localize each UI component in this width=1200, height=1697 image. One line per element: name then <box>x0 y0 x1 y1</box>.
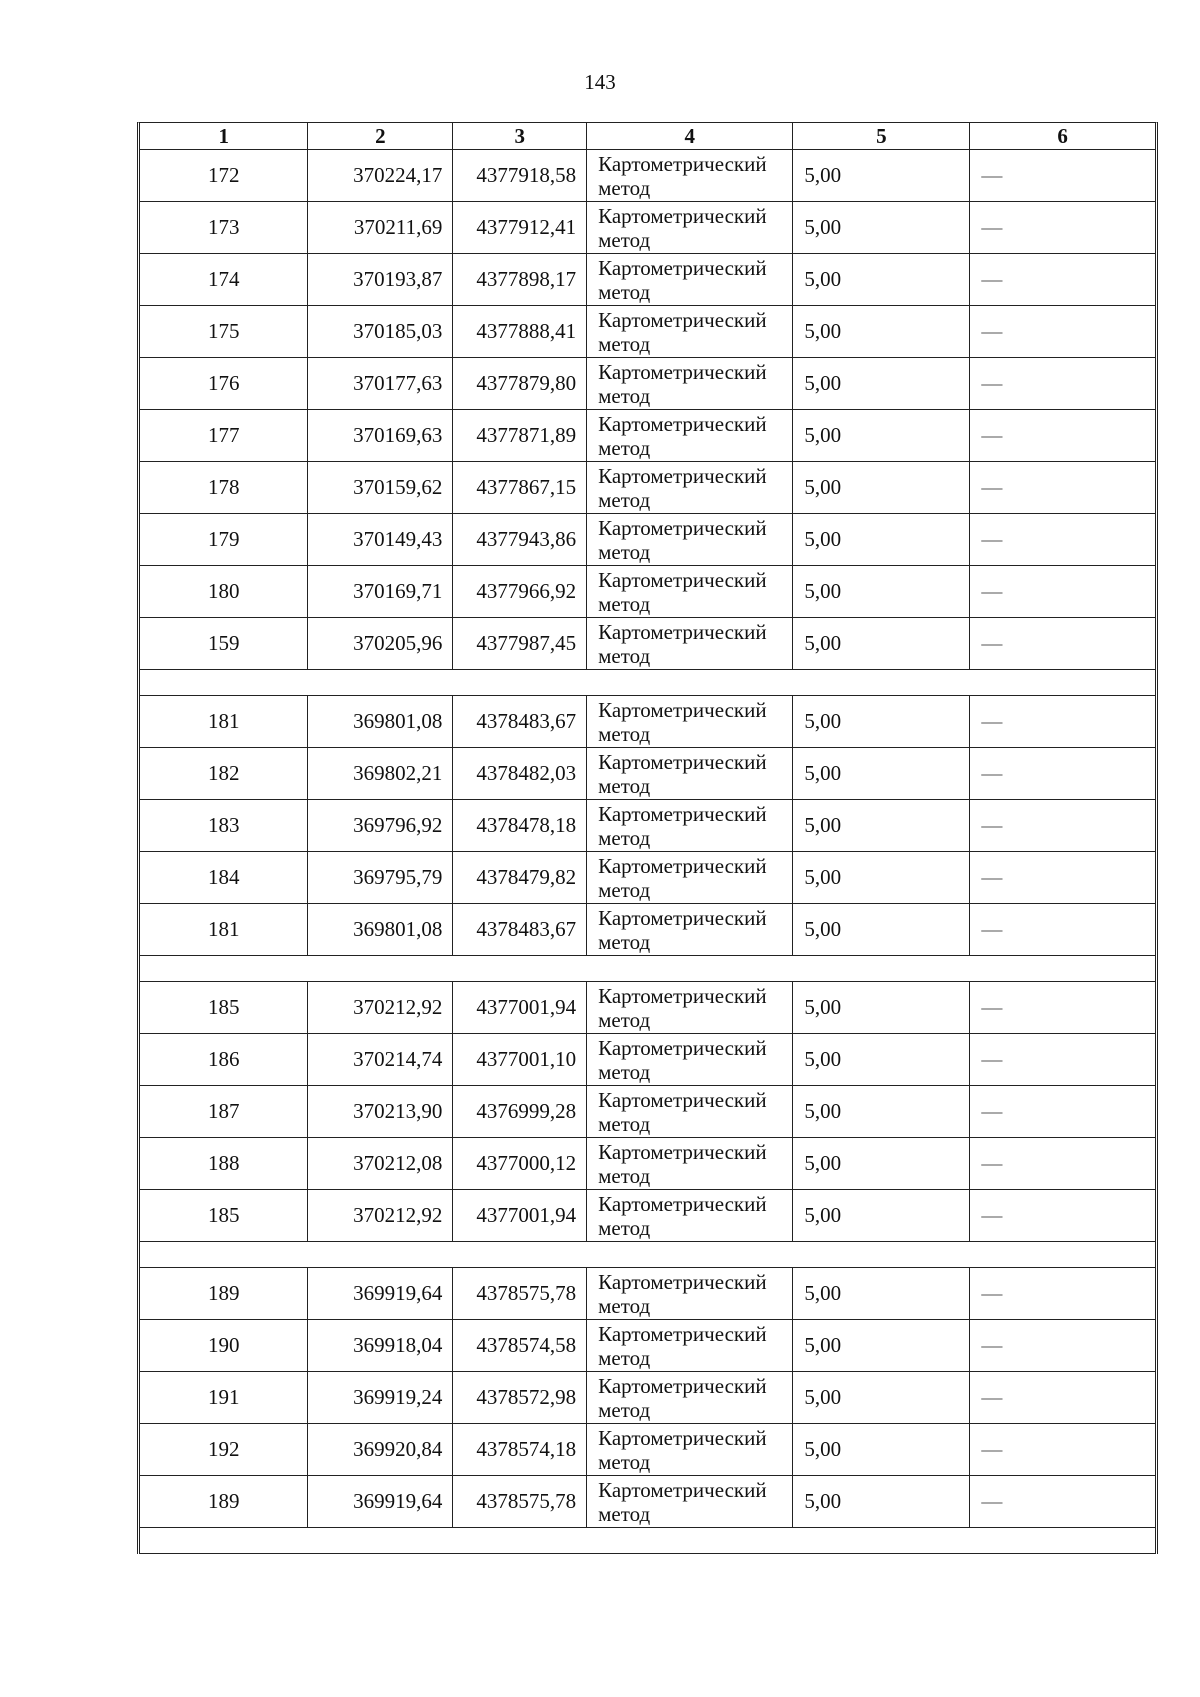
point-number-cell: 189 <box>140 1476 308 1528</box>
method-cell: Картометрический метод <box>587 1372 793 1424</box>
accuracy-cell: 5,00 <box>793 202 970 254</box>
method-cell: Картометрический метод <box>587 904 793 956</box>
method-cell: Картометрический метод <box>587 514 793 566</box>
table-row <box>140 1320 1155 1372</box>
method-cell: Картометрический метод <box>587 1424 793 1476</box>
note-cell: — <box>970 514 1155 566</box>
note-cell: — <box>970 1086 1155 1138</box>
method-cell: Картометрический метод <box>587 254 793 306</box>
accuracy-cell: 5,00 <box>793 1034 970 1086</box>
note-cell: — <box>970 1424 1155 1476</box>
coord-y-cell: 4378478,18 <box>453 800 587 852</box>
coord-y-cell: 4378575,78 <box>453 1476 587 1528</box>
point-number-cell: 188 <box>140 1138 308 1190</box>
note-cell: — <box>970 1138 1155 1190</box>
accuracy-cell: 5,00 <box>793 410 970 462</box>
method-cell: Картометрический метод <box>587 800 793 852</box>
table-row <box>140 254 1155 306</box>
table-row <box>140 1034 1155 1086</box>
column-header-2: 2 <box>308 123 453 150</box>
table-row <box>140 904 1155 956</box>
method-cell: Картометрический метод <box>587 1320 793 1372</box>
point-number-cell: 183 <box>140 800 308 852</box>
accuracy-cell: 5,00 <box>793 904 970 956</box>
note-cell: — <box>970 410 1155 462</box>
coord-x-cell: 370213,90 <box>308 1086 453 1138</box>
page-number: 143 <box>584 70 616 94</box>
coord-x-cell: 370193,87 <box>308 254 453 306</box>
coord-y-cell: 4377867,15 <box>453 462 587 514</box>
method-cell: Картометрический метод <box>587 150 793 202</box>
point-number-cell: 179 <box>140 514 308 566</box>
coord-y-cell: 4378483,67 <box>453 904 587 956</box>
coord-y-cell: 4377943,86 <box>453 514 587 566</box>
point-number-cell: 181 <box>140 904 308 956</box>
coord-y-cell: 4377918,58 <box>453 150 587 202</box>
separator-row <box>140 1528 1155 1554</box>
note-cell: — <box>970 358 1155 410</box>
method-cell: Картометрический метод <box>587 1268 793 1320</box>
note-cell: — <box>970 852 1155 904</box>
table-row <box>140 748 1155 800</box>
note-cell: — <box>970 1320 1155 1372</box>
coord-y-cell: 4377888,41 <box>453 306 587 358</box>
method-cell: Картометрический метод <box>587 748 793 800</box>
method-cell: Картометрический метод <box>587 358 793 410</box>
coord-x-cell: 370177,63 <box>308 358 453 410</box>
coord-x-cell: 369801,08 <box>308 696 453 748</box>
table-row <box>140 1476 1155 1528</box>
point-number-cell: 173 <box>140 202 308 254</box>
point-number-cell: 181 <box>140 696 308 748</box>
method-cell: Картометрический метод <box>587 1476 793 1528</box>
method-cell: Картометрический метод <box>587 202 793 254</box>
coord-x-cell: 369795,79 <box>308 852 453 904</box>
method-cell: Картометрический метод <box>587 462 793 514</box>
note-cell: — <box>970 202 1155 254</box>
column-header-1: 1 <box>140 123 308 150</box>
point-number-cell: 177 <box>140 410 308 462</box>
point-number-cell: 186 <box>140 1034 308 1086</box>
coord-x-cell: 370149,43 <box>308 514 453 566</box>
point-number-cell: 182 <box>140 748 308 800</box>
accuracy-cell: 5,00 <box>793 1268 970 1320</box>
point-number-cell: 185 <box>140 982 308 1034</box>
accuracy-cell: 5,00 <box>793 748 970 800</box>
accuracy-cell: 5,00 <box>793 1372 970 1424</box>
table-row <box>140 696 1155 748</box>
accuracy-cell: 5,00 <box>793 1086 970 1138</box>
point-number-cell: 191 <box>140 1372 308 1424</box>
coord-y-cell: 4378575,78 <box>453 1268 587 1320</box>
note-cell: — <box>970 254 1155 306</box>
table-row <box>140 982 1155 1034</box>
table-row <box>140 358 1155 410</box>
point-number-cell: 180 <box>140 566 308 618</box>
separator-cell <box>140 1242 1155 1268</box>
separator-cell <box>140 956 1155 982</box>
separator-row <box>140 956 1155 982</box>
coord-x-cell: 370159,62 <box>308 462 453 514</box>
point-number-cell: 172 <box>140 150 308 202</box>
coord-x-cell: 370169,63 <box>308 410 453 462</box>
table-row <box>140 202 1155 254</box>
table-row <box>140 1268 1155 1320</box>
coord-y-cell: 4376999,28 <box>453 1086 587 1138</box>
method-cell: Картометрический метод <box>587 1138 793 1190</box>
coord-y-cell: 4377000,12 <box>453 1138 587 1190</box>
coord-y-cell: 4378479,82 <box>453 852 587 904</box>
table-row <box>140 462 1155 514</box>
coord-x-cell: 369801,08 <box>308 904 453 956</box>
accuracy-cell: 5,00 <box>793 462 970 514</box>
coord-x-cell: 370185,03 <box>308 306 453 358</box>
note-cell: — <box>970 618 1155 670</box>
coord-y-cell: 4377001,10 <box>453 1034 587 1086</box>
separator-cell <box>140 1528 1155 1554</box>
note-cell: — <box>970 696 1155 748</box>
note-cell: — <box>970 1268 1155 1320</box>
point-number-cell: 178 <box>140 462 308 514</box>
point-number-cell: 192 <box>140 1424 308 1476</box>
table-row <box>140 618 1155 670</box>
coord-y-cell: 4377898,17 <box>453 254 587 306</box>
coord-x-cell: 369920,84 <box>308 1424 453 1476</box>
point-number-cell: 174 <box>140 254 308 306</box>
coord-x-cell: 370214,74 <box>308 1034 453 1086</box>
note-cell: — <box>970 1476 1155 1528</box>
accuracy-cell: 5,00 <box>793 514 970 566</box>
accuracy-cell: 5,00 <box>793 566 970 618</box>
table-row <box>140 800 1155 852</box>
header-row <box>140 123 1155 150</box>
accuracy-cell: 5,00 <box>793 800 970 852</box>
note-cell: — <box>970 748 1155 800</box>
accuracy-cell: 5,00 <box>793 150 970 202</box>
method-cell: Картометрический метод <box>587 618 793 670</box>
coordinates-table <box>137 122 1158 1554</box>
coord-y-cell: 4377912,41 <box>453 202 587 254</box>
table-row <box>140 1372 1155 1424</box>
accuracy-cell: 5,00 <box>793 618 970 670</box>
coord-y-cell: 4378574,18 <box>453 1424 587 1476</box>
coord-x-cell: 370169,71 <box>308 566 453 618</box>
point-number-cell: 175 <box>140 306 308 358</box>
table-row <box>140 150 1155 202</box>
column-header-6: 6 <box>970 123 1155 150</box>
accuracy-cell: 5,00 <box>793 696 970 748</box>
method-cell: Картометрический метод <box>587 1086 793 1138</box>
column-header-5: 5 <box>793 123 970 150</box>
accuracy-cell: 5,00 <box>793 306 970 358</box>
coord-y-cell: 4377879,80 <box>453 358 587 410</box>
coord-x-cell: 370212,92 <box>308 982 453 1034</box>
separator-row <box>140 1242 1155 1268</box>
column-header-4: 4 <box>587 123 793 150</box>
coord-x-cell: 369919,24 <box>308 1372 453 1424</box>
coord-y-cell: 4377987,45 <box>453 618 587 670</box>
note-cell: — <box>970 306 1155 358</box>
note-cell: — <box>970 982 1155 1034</box>
coord-x-cell: 369918,04 <box>308 1320 453 1372</box>
note-cell: — <box>970 800 1155 852</box>
coord-x-cell: 370212,92 <box>308 1190 453 1242</box>
accuracy-cell: 5,00 <box>793 1476 970 1528</box>
table-row <box>140 514 1155 566</box>
accuracy-cell: 5,00 <box>793 982 970 1034</box>
separator-cell <box>140 670 1155 696</box>
accuracy-cell: 5,00 <box>793 1424 970 1476</box>
coord-y-cell: 4377001,94 <box>453 1190 587 1242</box>
coord-x-cell: 369919,64 <box>308 1476 453 1528</box>
table-row <box>140 852 1155 904</box>
coord-y-cell: 4378483,67 <box>453 696 587 748</box>
coord-x-cell: 370224,17 <box>308 150 453 202</box>
point-number-cell: 189 <box>140 1268 308 1320</box>
note-cell: — <box>970 1190 1155 1242</box>
coord-x-cell: 370212,08 <box>308 1138 453 1190</box>
table-body <box>140 150 1155 1554</box>
table-row <box>140 410 1155 462</box>
method-cell: Картометрический метод <box>587 306 793 358</box>
coord-y-cell: 4378574,58 <box>453 1320 587 1372</box>
note-cell: — <box>970 566 1155 618</box>
note-cell: — <box>970 1034 1155 1086</box>
table-row <box>140 1138 1155 1190</box>
coord-x-cell: 369802,21 <box>308 748 453 800</box>
coord-y-cell: 4377871,89 <box>453 410 587 462</box>
accuracy-cell: 5,00 <box>793 852 970 904</box>
accuracy-cell: 5,00 <box>793 1138 970 1190</box>
coord-y-cell: 4377001,94 <box>453 982 587 1034</box>
coord-x-cell: 370211,69 <box>308 202 453 254</box>
point-number-cell: 184 <box>140 852 308 904</box>
point-number-cell: 176 <box>140 358 308 410</box>
table-row <box>140 1086 1155 1138</box>
column-header-3: 3 <box>453 123 587 150</box>
point-number-cell: 190 <box>140 1320 308 1372</box>
coord-x-cell: 370205,96 <box>308 618 453 670</box>
method-cell: Картометрический метод <box>587 410 793 462</box>
accuracy-cell: 5,00 <box>793 254 970 306</box>
coordinates-table-grid <box>140 123 1155 1554</box>
coord-x-cell: 369796,92 <box>308 800 453 852</box>
point-number-cell: 187 <box>140 1086 308 1138</box>
table-row <box>140 1190 1155 1242</box>
note-cell: — <box>970 462 1155 514</box>
method-cell: Картометрический метод <box>587 566 793 618</box>
coord-y-cell: 4378572,98 <box>453 1372 587 1424</box>
accuracy-cell: 5,00 <box>793 1320 970 1372</box>
table-row <box>140 306 1155 358</box>
method-cell: Картометрический метод <box>587 852 793 904</box>
coord-y-cell: 4377966,92 <box>453 566 587 618</box>
accuracy-cell: 5,00 <box>793 358 970 410</box>
point-number-cell: 185 <box>140 1190 308 1242</box>
separator-row <box>140 670 1155 696</box>
note-cell: — <box>970 150 1155 202</box>
coord-x-cell: 369919,64 <box>308 1268 453 1320</box>
point-number-cell: 159 <box>140 618 308 670</box>
table-row <box>140 1424 1155 1476</box>
coord-y-cell: 4378482,03 <box>453 748 587 800</box>
note-cell: — <box>970 1372 1155 1424</box>
accuracy-cell: 5,00 <box>793 1190 970 1242</box>
method-cell: Картометрический метод <box>587 982 793 1034</box>
method-cell: Картометрический метод <box>587 1190 793 1242</box>
method-cell: Картометрический метод <box>587 696 793 748</box>
note-cell: — <box>970 904 1155 956</box>
table-row <box>140 566 1155 618</box>
method-cell: Картометрический метод <box>587 1034 793 1086</box>
